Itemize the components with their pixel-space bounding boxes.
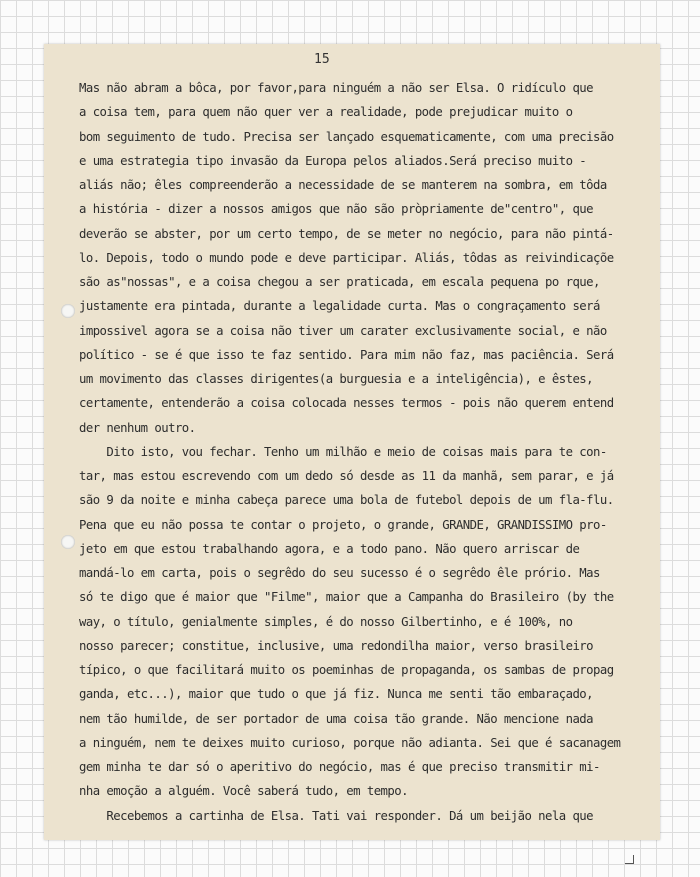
- text-line: impossivel agora se a coisa não tiver um carater exclusivamente social, e não: [79, 323, 607, 338]
- text-line: der nenhum outro.: [79, 420, 196, 435]
- text-line: tar, mas estou escrevendo com um dedo só desde as 11 da manhã, sem parar, e já: [79, 469, 614, 483]
- text-line: Dito isto, vou fechar. Tenho um milhão e meio de coisas mais para te con-: [79, 444, 607, 459]
- text-line: certamente, entenderão a coisa colocada nesses termos - pois não querem entend: [79, 396, 614, 411]
- text-line: a história - dizer a nossos amigos que não são pròpriamente de"centro", que: [79, 202, 594, 217]
- text-line: bom seguimento de tudo. Precisa ser lançado esquematicamente, com uma precisão: [79, 129, 614, 144]
- text-line: aliás não; êles compreenderão a necessidade de se manterem na sombra, em tôda: [79, 178, 607, 192]
- text-line: lo. Depois, todo o mundo pode e deve participar. Aliás, tôdas as reivindicaçõe: [79, 250, 614, 265]
- text-line: ganda, etc...), maior que tudo o que já fiz. Nunca me senti tão embaraçado,: [79, 687, 594, 702]
- text-line: típico, o que facilitará muito os poeminhas de propaganda, os sambas de propag: [79, 663, 614, 677]
- letter-body: [79, 76, 661, 828]
- text-line: deverão se abster, por um certo tempo, de se meter no negócio, para não pintá-: [79, 226, 614, 241]
- text-line: nosso parecer; constitue, inclusive, uma redondilha maior, verso brasileiro: [79, 638, 594, 653]
- text-line: jeto em que estou trabalhando agora, e a todo pano. Não quero arriscar de: [79, 541, 580, 556]
- text-line: Mas não abram a bôca, por favor,para ninguém a não ser Elsa. O ridículo que: [79, 81, 594, 95]
- text-line: e uma estrategia tipo invasão da Europa pelos aliados.Será preciso muito -: [79, 153, 587, 168]
- text-line: way, o título, genialmente simples, é do nosso Gilbertinho, e é 100%, no: [79, 614, 573, 629]
- corner-mark: [625, 855, 634, 864]
- text-line: nem tão humilde, de ser portador de uma coisa tão grande. Não mencione nada: [79, 711, 594, 726]
- text-line: justamente era pintada, durante a legalidade curta. Mas o congraçamento será: [79, 299, 600, 314]
- text-line: nha emoção a alguém. Você saberá tudo, em tempo.: [79, 784, 408, 799]
- text-line: Pena que eu não possa te contar o projeto, o grande, GRANDE, GRANDISSIMO pro-: [79, 517, 607, 532]
- text-line: a coisa tem, para quem não quer ver a realidade, pode prejudicar muito o: [79, 105, 573, 120]
- text-line: são 9 da noite e minha cabeça parece uma bola de futebol depois de um fla-flu.: [79, 493, 614, 508]
- text-line: Recebemos a cartinha de Elsa. Tati vai responder. Dá um beijão nela que: [79, 808, 594, 823]
- text-line: gem minha te dar só o aperitivo do negócio, mas é que preciso transmitir mi-: [79, 760, 600, 774]
- text-line: um movimento das classes dirigentes(a burguesia e a inteligência), e êstes,: [79, 372, 594, 386]
- typed-letter-page: [44, 44, 660, 840]
- text-line: mandá-lo em carta, pois o segrêdo do seu sucesso é o segrêdo êle prório. Mas: [79, 566, 600, 580]
- text-line: são as"nossas", e a coisa chegou a ser praticada, em escala pequena po rque,: [79, 275, 600, 289]
- punch-hole-top: [61, 304, 75, 318]
- text-line: a ninguém, nem te deixes muito curioso, porque não adianta. Sei que é sacanagem: [79, 735, 621, 750]
- text-line: só te digo que é maior que "Filme", maior que a Campanha do Brasileiro (by the: [79, 590, 614, 605]
- text-line: político - se é que isso te faz sentido. Para mim não faz, mas paciência. Será: [79, 347, 614, 362]
- page-number: 15: [314, 52, 330, 67]
- punch-hole-bottom: [61, 535, 75, 549]
